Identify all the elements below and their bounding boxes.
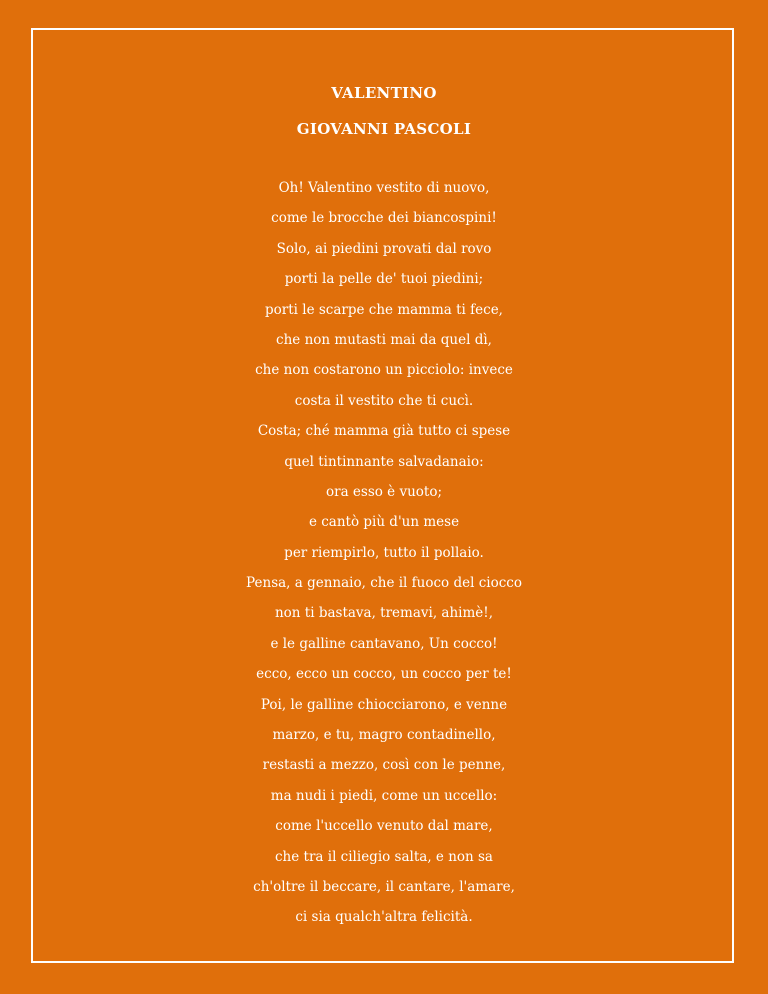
poem-line: restasti a mezzo, così con le penne,: [262, 757, 506, 774]
poem-line: come le brocche dei biancospini!: [271, 210, 497, 227]
poem-line: ci sia qualch'altra felicità.: [295, 909, 473, 926]
poem-line: che tra il ciliegio salta, e non sa: [275, 848, 493, 865]
poem-line: e cantò più d'un mese: [308, 514, 460, 531]
poem-body: [0, 178, 768, 938]
poem-line: Solo, ai piedini provati dal rovo: [276, 240, 492, 257]
poem-line: che non mutasti mai da quel dì,: [276, 331, 492, 348]
poem-line: porti le scarpe che mamma ti fece,: [265, 301, 503, 318]
poem-line: per riempirlo, tutto il pollaio.: [284, 544, 484, 561]
poem-line: e le galline cantavano, Un cocco!: [270, 635, 498, 652]
poem-line: ora esso è vuoto;: [325, 483, 442, 500]
poem-line: che non costarono un picciolo: invece: [255, 362, 513, 379]
poem-line: costa il vestito che ti cucì.: [294, 392, 474, 409]
poem-title: VALENTINO: [331, 84, 437, 102]
poem-line: ch'oltre il beccare, il cantare, l'amare,: [253, 878, 515, 895]
poem-line: marzo, e tu, magro contadinello,: [272, 727, 496, 744]
poem-line: Costa; ché mamma già tutto ci spese: [257, 423, 511, 440]
poem-line: Poi, le galline chiocciarono, e venne: [260, 696, 508, 713]
poem-line: Oh! Valentino vestito di nuovo,: [278, 180, 490, 196]
poem-line: ecco, ecco un cocco, un cocco per te!: [256, 666, 512, 683]
poem-line: porti la pelle de' tuoi piedini;: [284, 271, 484, 288]
poem-line: Pensa, a gennaio, che il fuoco del ciocco: [246, 575, 522, 592]
poem-line: come l'uccello venuto dal mare,: [275, 818, 493, 835]
poem-line: ma nudi i piedi, come un uccello:: [270, 787, 498, 804]
poem-author: GIOVANNI PASCOLI: [296, 120, 472, 138]
poem-line: quel tintinnante salvadanaio:: [284, 453, 484, 470]
poem-line: non ti bastava, tremavi, ahimè!,: [274, 605, 493, 622]
